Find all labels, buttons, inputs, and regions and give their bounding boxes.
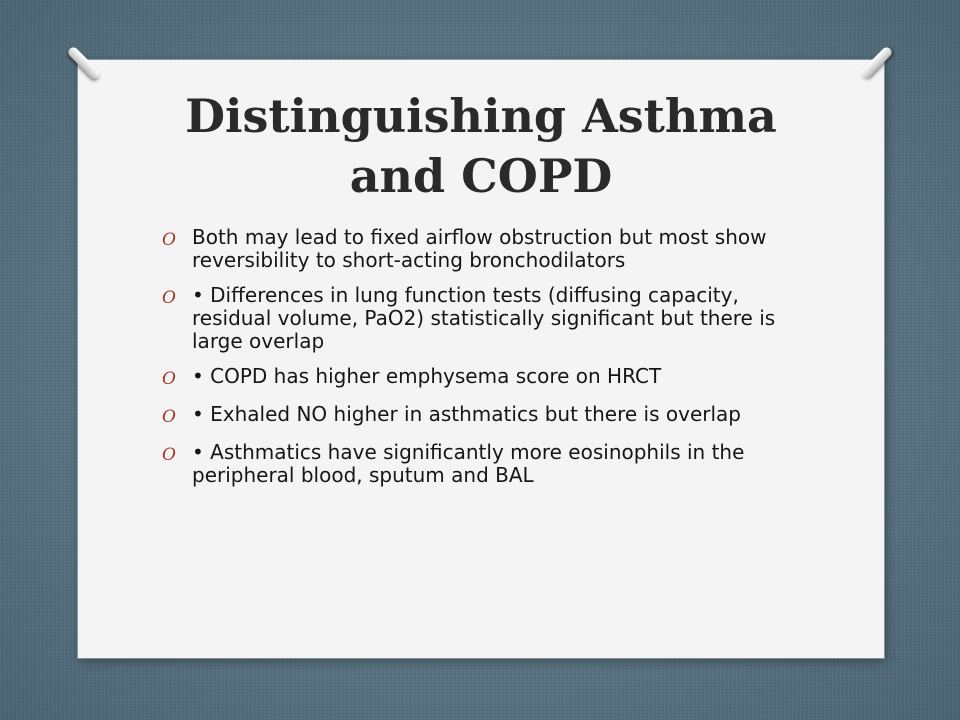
bullet-list <box>162 226 802 499</box>
bullet-item <box>162 226 802 272</box>
bullet-text: • COPD has higher emphysema score on HRCT <box>192 364 662 388</box>
bullet-text: Both may lead to fixed airflow obstruction but most show reversibility to short-acting bronchodilators <box>192 225 767 272</box>
bullet-item <box>162 284 802 353</box>
bullet-item <box>162 403 802 429</box>
slide-card <box>78 60 884 658</box>
bullet-marker-icon: O <box>162 445 176 465</box>
bullet-text: • Asthmatics have significantly more eosinophils in the peripheral blood, sputum and BAL <box>192 440 745 487</box>
slide-title: Distinguishing Asthma and COPD <box>185 89 777 203</box>
bullet-marker-icon: O <box>162 369 176 389</box>
bullet-marker-icon: O <box>162 407 176 427</box>
bullet-text: • Differences in lung function tests (diffusing capacity, residual volume, PaO2) statistically significant but there is large overlap <box>192 283 776 353</box>
bullet-marker-icon: O <box>162 230 176 250</box>
bullet-text: • Exhaled NO higher in asthmatics but there is overlap <box>192 402 741 426</box>
bullet-item <box>162 441 802 487</box>
bullet-marker-icon: O <box>162 288 176 308</box>
bullet-item <box>162 365 802 391</box>
